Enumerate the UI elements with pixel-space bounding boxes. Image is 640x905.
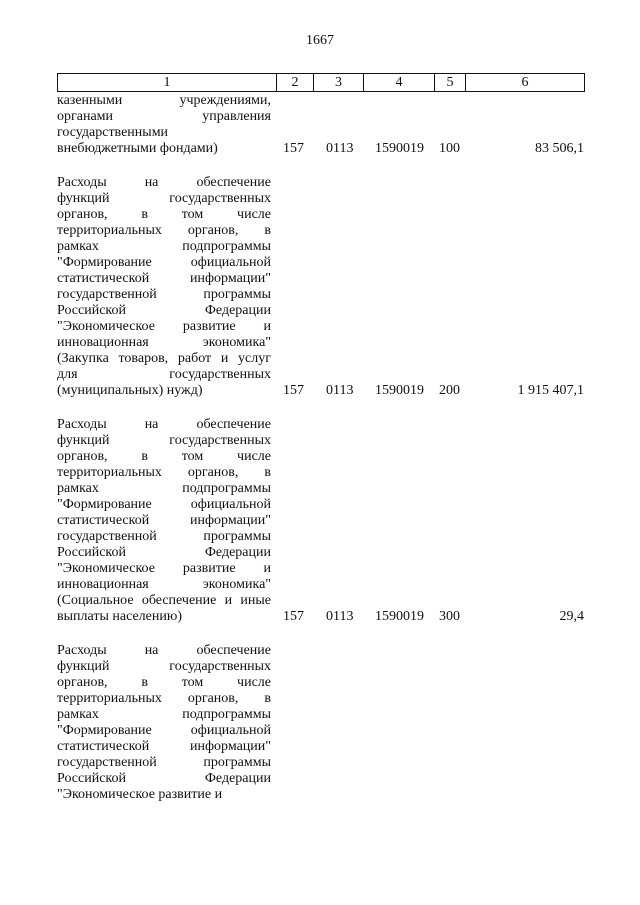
page-number: 1667 (306, 33, 334, 48)
cell-col4: 1590019 (375, 609, 424, 624)
cell-col4: 1590019 (375, 141, 424, 156)
description-line: "Формирование официальной (57, 255, 271, 270)
cell-col4: 1590019 (375, 383, 424, 398)
description-line: территориальных органов, в (57, 465, 271, 480)
description-line: государственными (57, 125, 169, 140)
table-row (57, 643, 584, 803)
description-line: инновационная экономика" (57, 577, 271, 592)
description-line: Российской Федерации (57, 771, 271, 786)
row-description (57, 417, 271, 625)
description-line: статистической информации" (57, 271, 271, 286)
row-spacer (57, 157, 584, 175)
description-line: "Формирование официальной (57, 723, 271, 738)
description-line: функций государственных (57, 659, 271, 674)
column-header-2: 2 (277, 74, 314, 92)
description-line: функций государственных (57, 433, 271, 448)
description-line: (Социальное обеспечение и иные (57, 593, 271, 608)
description-line: статистической информации" (57, 739, 271, 754)
description-line: статистической информации" (57, 513, 271, 528)
cell-col3: 0113 (326, 609, 354, 624)
cell-col2: 157 (283, 141, 304, 156)
column-header-row (57, 73, 585, 92)
row-description (57, 643, 271, 803)
description-line: "Формирование официальной (57, 497, 271, 512)
cell-col3: 0113 (326, 383, 354, 398)
description-line: органов, в том числе (57, 449, 271, 464)
description-line: государственной программы (57, 287, 271, 302)
description-line: функций государственных (57, 191, 271, 206)
table-row (57, 175, 584, 399)
description-line: Расходы на обеспечение (57, 643, 271, 658)
description-line: внебюджетными фондами) (57, 141, 218, 156)
cell-col6: 83 506,1 (535, 141, 584, 156)
cell-col3: 0113 (326, 141, 354, 156)
description-line: (муниципальных) нужд) (57, 383, 203, 398)
description-line: казенными учреждениями, (57, 93, 271, 108)
cell-col5: 200 (439, 383, 460, 398)
description-line: рамках подпрограммы (57, 239, 271, 254)
description-line: выплаты населению) (57, 609, 182, 624)
column-header-6: 6 (466, 74, 585, 92)
cell-col2: 157 (283, 609, 304, 624)
description-line: рамках подпрограммы (57, 707, 271, 722)
description-line: государственной программы (57, 529, 271, 544)
description-line: территориальных органов, в (57, 691, 271, 706)
cell-col6: 1 915 407,1 (517, 383, 584, 398)
column-header-4: 4 (364, 74, 435, 92)
column-header-3: 3 (314, 74, 364, 92)
description-line: территориальных органов, в (57, 223, 271, 238)
row-spacer (57, 399, 584, 417)
description-line: "Экономическое развитие и (57, 787, 223, 802)
row-spacer (57, 625, 584, 643)
row-description (57, 93, 271, 157)
description-line: (Закупка товаров, работ и услуг (57, 351, 271, 366)
description-line: рамках подпрограммы (57, 481, 271, 496)
description-line: органами управления (57, 109, 271, 124)
column-header-5: 5 (435, 74, 466, 92)
description-line: Расходы на обеспечение (57, 417, 271, 432)
description-line: инновационная экономика" (57, 335, 271, 350)
cell-col6: 29,4 (559, 609, 584, 624)
description-line: "Экономическое развитие и (57, 319, 271, 334)
description-line: государственной программы (57, 755, 271, 770)
cell-col5: 100 (439, 141, 460, 156)
table-row (57, 417, 584, 625)
cell-col2: 157 (283, 383, 304, 398)
description-line: Расходы на обеспечение (57, 175, 271, 190)
table-row (57, 93, 584, 157)
description-line: для государственных (57, 367, 271, 382)
description-line: Российской Федерации (57, 545, 271, 560)
cell-col5: 300 (439, 609, 460, 624)
description-line: органов, в том числе (57, 207, 271, 222)
description-line: "Экономическое развитие и (57, 561, 271, 576)
column-header-1: 1 (58, 74, 277, 92)
description-line: Российской Федерации (57, 303, 271, 318)
description-line: органов, в том числе (57, 675, 271, 690)
row-description (57, 175, 271, 399)
table-body (57, 93, 584, 803)
